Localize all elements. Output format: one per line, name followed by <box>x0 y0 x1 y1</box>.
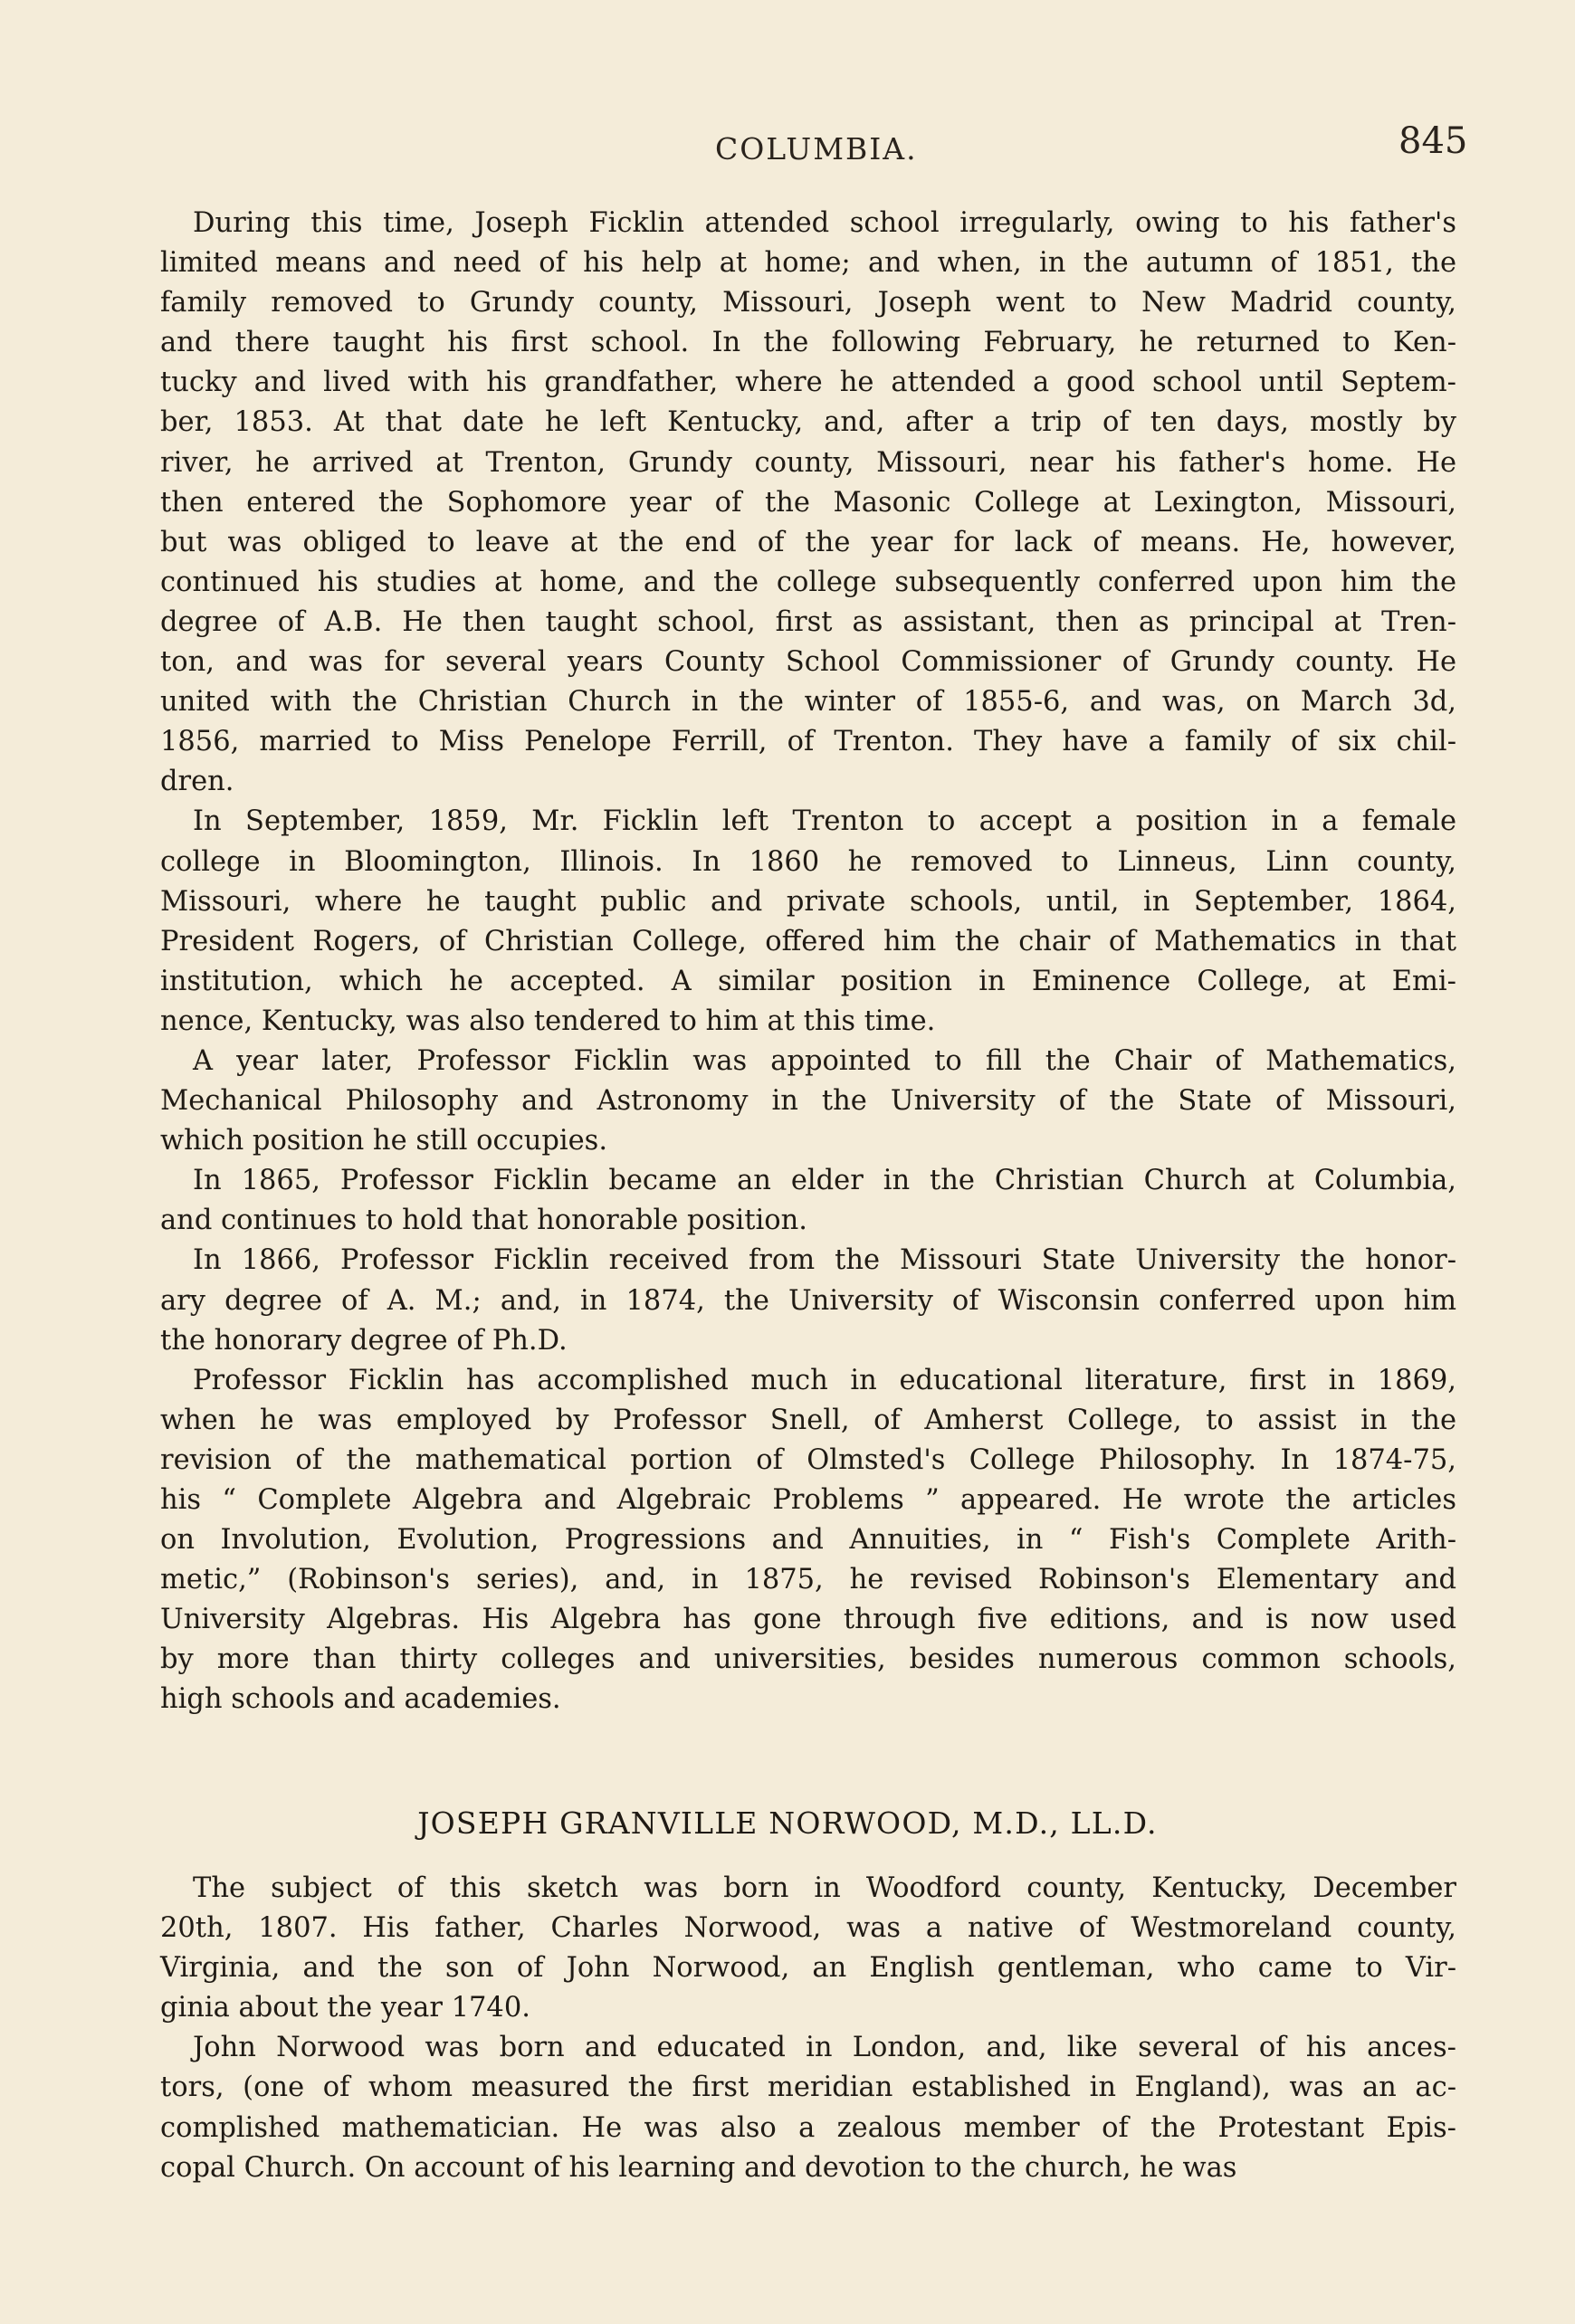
text-line: The subject of this sketch was born in Woodford county, Kentucky, December <box>193 1872 1456 1904</box>
paragraph <box>160 1241 1456 1360</box>
text-line: revision of the mathematical portion of Olmsted's College Philosophy. In 1874-75, <box>160 1443 1456 1476</box>
text-line: institution, which he accepted. A similar position in Eminence College, at Emi- <box>160 965 1456 997</box>
text-line: ber, 1853. At that date he left Kentucky, and, after a trip of ten days, mostly by <box>160 406 1456 439</box>
text-line: family removed to Grundy county, Missouri, Joseph went to New Madrid county, <box>160 287 1456 319</box>
text-line: A year later, Professor Ficklin was appointed to fill the Chair of Mathematics, <box>193 1044 1456 1077</box>
paragraph <box>160 204 1456 802</box>
text-line: In 1865, Professor Ficklin became an elder in the Christian Church at Columbia, <box>193 1165 1456 1197</box>
text-line: ary degree of A. M.; and, in 1874, the University of Wisconsin conferred upon him <box>160 1284 1456 1317</box>
text-line: Mechanical Philosophy and Astronomy in the University of the State of Missouri, <box>160 1085 1456 1118</box>
text-line: on Involution, Evolution, Progressions and Annuities, in “ Fish's Complete Arith- <box>160 1524 1456 1557</box>
text-line: In 1866, Professor Ficklin received from the Missouri State University the honor- <box>193 1244 1456 1277</box>
paragraph <box>160 1869 1456 2028</box>
running-title: COLUMBIA. <box>715 131 918 167</box>
text-line: In September, 1859, Mr. Ficklin left Trenton to accept a position in a female <box>193 805 1456 838</box>
text-line: complished mathematician. He was also a zealous member of the Protestant Epis- <box>160 2111 1456 2144</box>
text-line: and continues to hold that honorable position. <box>160 1205 807 1237</box>
text-line: Professor Ficklin has accomplished much in educational literature, first in 1869, <box>193 1364 1456 1396</box>
text-line: river, he arrived at Trenton, Grundy county, Missouri, near his father's home. He <box>160 446 1456 479</box>
text-line: 1856, married to Miss Penelope Ferrill, of Trenton. They have a family of six chil- <box>160 726 1456 758</box>
text-line: nence, Kentucky, was also tendered to him at this time. <box>160 1005 936 1037</box>
text-line: metic,” (Robinson's series), and, in 1875, he revised Robinson's Elementary and <box>160 1564 1456 1596</box>
text-line: Virginia, and the son of John Norwood, an English gentleman, who came to Vir- <box>160 1952 1456 1985</box>
text-line: by more than thirty colleges and universities, besides numerous common schools, <box>160 1643 1456 1676</box>
text-line: and there taught his first school. In the following February, he returned to Ken- <box>160 327 1456 359</box>
text-line: then entered the Sophomore year of the Masonic College at Lexington, Missouri, <box>160 486 1456 519</box>
text-line: degree of A.B. He then taught school, first as assistant, then as principal at Tren- <box>160 605 1456 638</box>
paragraph <box>160 802 1456 1042</box>
text-line: tors, (one of whom measured the first meridian established in England), was an ac- <box>160 2072 1456 2104</box>
text-line: University Algebras. His Algebra has gone through five editions, and is now used <box>160 1604 1456 1636</box>
text-line: ginia about the year 1740. <box>160 1992 530 2024</box>
text-line: college in Bloomington, Illinois. In 1860 he removed to Linneus, Linn county, <box>160 845 1456 878</box>
text-line: During this time, Joseph Ficklin attended school irregularly, owing to his father's <box>193 207 1456 239</box>
text-line: his “ Complete Algebra and Algebraic Problems ” appeared. He wrote the articles <box>160 1484 1456 1516</box>
text-line: copal Church. On account of his learning and devotion to the church, he was <box>160 2151 1237 2184</box>
paragraph <box>160 1161 1456 1241</box>
text-line: united with the Christian Church in the winter of 1855-6, and was, on March 3d, <box>160 686 1456 719</box>
page-number: 845 <box>1398 120 1468 162</box>
text-line: John Norwood was born and educated in London, and, like several of his ances- <box>193 2032 1456 2064</box>
running-header <box>0 120 1575 175</box>
text-line: ton, and was for several years County School Commissioner of Grundy county. He <box>160 646 1456 679</box>
text-line: which position he still occupies. <box>160 1125 608 1157</box>
paragraph <box>160 1042 1456 1161</box>
ficklin-biography-text <box>160 204 1456 1720</box>
text-line: when he was employed by Professor Snell, of Amherst College, to assist in the <box>160 1404 1456 1436</box>
text-line: limited means and need of his help at home; and when, in the autumn of 1851, the <box>160 247 1456 280</box>
text-line: the honorary degree of Ph.D. <box>160 1324 568 1357</box>
text-line: President Rogers, of Christian College, offered him the chair of Mathematics in that <box>160 925 1456 957</box>
paragraph <box>160 2028 1456 2187</box>
text-line: tucky and lived with his grandfather, where he attended a good school until Septem- <box>160 367 1456 399</box>
text-line: but was obliged to leave at the end of the year for lack of means. He, however, <box>160 526 1456 558</box>
section-heading: JOSEPH GRANVILLE NORWOOD, M.D., LL.D. <box>417 1805 1158 1841</box>
text-line: continued his studies at home, and the college subsequently conferred upon him the <box>160 566 1456 598</box>
norwood-biography-text <box>160 1869 1456 2188</box>
text-line: 20th, 1807. His father, Charles Norwood, was a native of Westmoreland county, <box>160 1912 1456 1945</box>
paragraph <box>160 1361 1456 1720</box>
text-line: Missouri, where he taught public and private schools, until, in September, 1864, <box>160 885 1456 918</box>
text-line: dren. <box>160 766 234 798</box>
text-line: high schools and academies. <box>160 1683 561 1716</box>
